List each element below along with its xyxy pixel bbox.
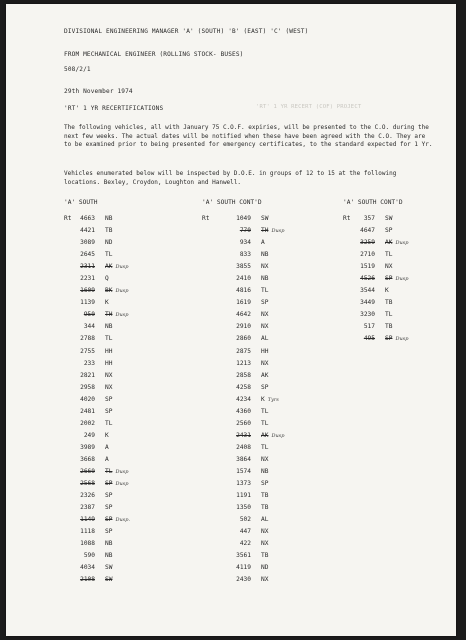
fleet-number: 2108 bbox=[80, 576, 95, 584]
fleet-number: 517 bbox=[363, 323, 375, 331]
handwritten-note: Dusp bbox=[115, 288, 129, 295]
vehicle-row bbox=[202, 492, 284, 504]
garage-code: AL bbox=[261, 516, 269, 524]
column-heading-south-contd: 'A' SOUTH CONT'D bbox=[202, 199, 262, 206]
garage-code: NB bbox=[261, 251, 269, 259]
garage-code: NB bbox=[105, 552, 113, 560]
garage-code: HH bbox=[105, 347, 113, 355]
vehicle-row bbox=[202, 516, 284, 528]
fleet-number: 1049 bbox=[236, 215, 251, 222]
garage-code: Q bbox=[105, 275, 109, 283]
vehicle-row bbox=[64, 227, 130, 239]
vehicle-row bbox=[343, 287, 408, 299]
distribution-header: DIVISIONAL ENGINEERING MANAGER 'A' (SOUTH) 'B' (EAST) 'C' (WEST) bbox=[64, 28, 309, 35]
subject-line: 'RT' 1 YR RECERTIFICATIONS bbox=[64, 105, 164, 112]
fleet-number: 4360 bbox=[236, 407, 251, 415]
garage-code: TL bbox=[105, 467, 113, 475]
garage-code: TB bbox=[385, 299, 393, 307]
garage-code: SP bbox=[385, 227, 393, 235]
vehicle-row bbox=[202, 287, 284, 299]
letter-date: 29th November 1974 bbox=[64, 88, 133, 95]
handwritten-note: Dusp bbox=[395, 276, 409, 283]
garage-code: SW bbox=[385, 215, 393, 222]
vehicle-row bbox=[343, 251, 408, 263]
garage-code: NX bbox=[261, 576, 269, 584]
vehicle-row bbox=[64, 384, 130, 396]
garage-code: SP bbox=[105, 516, 113, 524]
garage-code: A bbox=[105, 455, 109, 463]
vehicle-row bbox=[202, 480, 284, 492]
garage-code: TH bbox=[261, 227, 269, 235]
vehicle-row bbox=[202, 444, 284, 456]
vehicle-row bbox=[64, 564, 130, 576]
vehicle-row bbox=[343, 215, 408, 227]
garage-code: NX bbox=[261, 528, 269, 536]
vehicle-row bbox=[64, 444, 130, 456]
fleet-number: 2326 bbox=[80, 492, 95, 500]
garage-code: NX bbox=[385, 263, 393, 271]
handwritten-note: Tyrs bbox=[267, 396, 279, 403]
handwritten-note: Dusp bbox=[115, 481, 129, 488]
fleet-number: 1213 bbox=[236, 359, 251, 367]
fleet-number: 4816 bbox=[236, 287, 251, 295]
vehicle-row bbox=[202, 408, 284, 420]
fleet-number: 4647 bbox=[360, 227, 375, 235]
fleet-number: 502 bbox=[239, 516, 251, 524]
fleet-number: 4663 bbox=[80, 215, 95, 222]
garage-code: HH bbox=[105, 359, 113, 367]
garage-code: TH bbox=[105, 311, 113, 319]
vehicle-row bbox=[202, 576, 284, 588]
handwritten-note: Dusp bbox=[271, 432, 285, 439]
fleet-number: 3668 bbox=[80, 455, 95, 463]
garage-code: SW bbox=[105, 564, 113, 572]
vehicle-row bbox=[202, 468, 284, 480]
vehicle-row bbox=[64, 528, 130, 540]
vehicle-row bbox=[202, 348, 284, 360]
garage-code: K bbox=[261, 395, 265, 403]
vehicle-row bbox=[202, 456, 284, 468]
garage-code: SP bbox=[105, 504, 113, 512]
garage-code: BK bbox=[105, 287, 113, 295]
vehicle-row bbox=[64, 299, 130, 311]
vehicle-row bbox=[202, 528, 284, 540]
vehicle-row bbox=[202, 239, 284, 251]
vehicle-row bbox=[64, 372, 130, 384]
garage-code: NX bbox=[261, 323, 269, 331]
from-line: FROM MECHANICAL ENGINEER (ROLLING STOCK- BUSES) bbox=[64, 51, 244, 58]
fleet-number: 2755 bbox=[80, 347, 95, 355]
fleet-number: 2910 bbox=[236, 323, 251, 331]
vehicle-row bbox=[202, 432, 284, 444]
fleet-number: 2858 bbox=[236, 371, 251, 379]
vehicle-row bbox=[64, 251, 130, 263]
handwritten-note: Dusp. bbox=[115, 517, 131, 524]
handwritten-note: Dusp bbox=[115, 264, 129, 271]
fleet-number: 833 bbox=[239, 251, 251, 259]
garage-code: TL bbox=[105, 419, 113, 427]
garage-code: AL bbox=[261, 335, 269, 343]
vehicle-row bbox=[64, 552, 130, 564]
fleet-number: 2710 bbox=[360, 251, 375, 259]
garage-code: SP bbox=[385, 335, 393, 343]
vehicle-row bbox=[64, 275, 130, 287]
fleet-number: 4034 bbox=[80, 564, 95, 572]
fleet-number: 2387 bbox=[80, 504, 95, 512]
garage-code: TB bbox=[385, 323, 393, 331]
vehicle-row bbox=[64, 215, 130, 227]
vehicle-row bbox=[64, 420, 130, 432]
garage-code: TB bbox=[261, 504, 269, 512]
garage-code: TL bbox=[261, 443, 269, 451]
vehicle-row bbox=[202, 552, 284, 564]
vehicle-column-1 bbox=[64, 215, 130, 588]
fleet-number: 770 bbox=[239, 227, 251, 235]
fleet-number: 2645 bbox=[80, 251, 95, 259]
garage-code: ND bbox=[105, 239, 113, 247]
garage-code: SP bbox=[261, 383, 269, 391]
vehicle-row bbox=[64, 311, 130, 323]
garage-code: NX bbox=[261, 455, 269, 463]
garage-code: NB bbox=[105, 540, 113, 548]
fleet-number: 447 bbox=[239, 528, 251, 536]
garage-code: NB bbox=[261, 467, 269, 475]
fleet-number: 1191 bbox=[236, 492, 251, 500]
class-prefix: Rt bbox=[64, 215, 72, 222]
fleet-number: 950 bbox=[83, 311, 95, 319]
garage-code: NX bbox=[261, 540, 269, 548]
fleet-number: 2821 bbox=[80, 371, 95, 379]
garage-code: K bbox=[385, 287, 389, 295]
fleet-number: 934 bbox=[239, 239, 251, 247]
vehicle-row bbox=[64, 360, 130, 372]
fleet-number: 4642 bbox=[236, 311, 251, 319]
handwritten-note: Dusp bbox=[271, 228, 285, 235]
fleet-number: 1149 bbox=[80, 516, 95, 524]
vehicle-row bbox=[64, 396, 130, 408]
garage-code: TL bbox=[261, 287, 269, 295]
fleet-number: 3449 bbox=[360, 299, 375, 307]
fleet-number: 2431 bbox=[236, 431, 251, 439]
garage-code: SP bbox=[105, 480, 113, 488]
fleet-number: 2958 bbox=[80, 383, 95, 391]
fleet-number: 249 bbox=[83, 431, 95, 439]
garage-code: TB bbox=[261, 552, 269, 560]
garage-code: SP bbox=[105, 492, 113, 500]
fleet-number: 1088 bbox=[80, 540, 95, 548]
garage-code: SW bbox=[261, 215, 269, 222]
garage-code: AK bbox=[385, 239, 393, 247]
vehicle-row bbox=[64, 335, 130, 347]
garage-code: SW bbox=[105, 576, 113, 584]
vehicle-row bbox=[343, 263, 408, 275]
fleet-number: 1139 bbox=[80, 299, 95, 307]
class-prefix: Rt bbox=[202, 215, 210, 222]
vehicle-row bbox=[343, 227, 408, 239]
garage-code: NX bbox=[261, 311, 269, 319]
paragraph-locations: Vehicles enumerated below will be inspected by D.O.E. in groups of 12 to 15 at the following locations. Bexley, Croydon, Loughton and Hanwell. bbox=[64, 170, 397, 186]
fleet-number: 2408 bbox=[236, 443, 251, 451]
garage-code: NB bbox=[105, 215, 113, 222]
vehicle-row bbox=[202, 384, 284, 396]
fleet-number: 1118 bbox=[80, 528, 95, 536]
fleet-number: 4526 bbox=[360, 275, 375, 283]
document-page bbox=[6, 4, 456, 636]
fleet-number: 3544 bbox=[360, 287, 375, 295]
vehicle-row bbox=[64, 287, 130, 299]
reference-number: 508/2/1 bbox=[64, 66, 91, 73]
fleet-number: 2311 bbox=[80, 263, 95, 271]
fleet-number: 3089 bbox=[80, 239, 95, 247]
fleet-number: 2875 bbox=[236, 347, 251, 355]
vehicle-row bbox=[202, 251, 284, 263]
vehicle-row bbox=[64, 263, 130, 275]
garage-code: HH bbox=[261, 347, 269, 355]
garage-code: NB bbox=[261, 275, 269, 283]
fleet-number: 2568 bbox=[80, 480, 95, 488]
vehicle-row bbox=[343, 299, 408, 311]
garage-code: TB bbox=[261, 492, 269, 500]
handwritten-note: Dusp bbox=[395, 336, 409, 343]
vehicle-row bbox=[64, 468, 130, 480]
vehicle-row bbox=[202, 360, 284, 372]
fleet-number: 2660 bbox=[80, 467, 95, 475]
garage-code: TL bbox=[261, 407, 269, 415]
vehicle-row bbox=[202, 299, 284, 311]
fleet-number: 1574 bbox=[236, 467, 251, 475]
garage-code: SP bbox=[261, 299, 269, 307]
vehicle-row bbox=[202, 275, 284, 287]
fleet-number: 4258 bbox=[236, 383, 251, 391]
handwritten-note: Dusp bbox=[115, 312, 129, 319]
fleet-number: 344 bbox=[83, 323, 95, 331]
fleet-number: 2560 bbox=[236, 419, 251, 427]
vehicle-row bbox=[343, 311, 408, 323]
garage-code: NX bbox=[105, 383, 113, 391]
vehicle-row bbox=[343, 335, 408, 347]
paragraph-intro: The following vehicles, all with January 75 C.O.F. expiries, will be presented to the C.O. during the next few weeks. The actual dates will be notified when these have been agreed with the C.O. They are to be examined prior to being presented for emergency certificates, to the standard expected for 1 Yr. bbox=[64, 124, 433, 149]
fleet-number: 590 bbox=[83, 552, 95, 560]
vehicle-row bbox=[64, 432, 130, 444]
vehicle-row bbox=[64, 323, 130, 335]
vehicle-row bbox=[202, 227, 284, 239]
vehicle-row bbox=[64, 408, 130, 420]
fleet-number: 2860 bbox=[236, 335, 251, 343]
fleet-number: 2410 bbox=[236, 275, 251, 283]
fleet-number: 357 bbox=[363, 215, 375, 222]
fleet-number: 233 bbox=[83, 359, 95, 367]
garage-code: SP bbox=[105, 407, 113, 415]
vehicle-row bbox=[343, 239, 408, 251]
garage-code: SP bbox=[261, 480, 269, 488]
vehicle-row bbox=[202, 311, 284, 323]
vehicle-row bbox=[202, 396, 284, 408]
column-heading-south: 'A' SOUTH bbox=[64, 199, 98, 206]
garage-code: AK bbox=[261, 371, 269, 379]
garage-code: TB bbox=[105, 227, 113, 235]
fleet-number: 4119 bbox=[236, 564, 251, 572]
vehicle-row bbox=[64, 516, 130, 528]
vehicle-row bbox=[202, 420, 284, 432]
fleet-number: 3855 bbox=[236, 263, 251, 271]
fleet-number: 3989 bbox=[80, 443, 95, 451]
garage-code: TL bbox=[105, 251, 113, 259]
vehicle-row bbox=[64, 480, 130, 492]
bleed-through-text: 'RT' 1 YR RECERT (COF) PROJECT bbox=[256, 104, 362, 110]
vehicle-row bbox=[202, 564, 284, 576]
garage-code: TL bbox=[105, 335, 113, 343]
vehicle-row bbox=[64, 456, 130, 468]
fleet-number: 1350 bbox=[236, 504, 251, 512]
vehicle-row bbox=[64, 576, 130, 588]
fleet-number: 3864 bbox=[236, 455, 251, 463]
garage-code: ND bbox=[261, 564, 269, 572]
fleet-number: 3561 bbox=[236, 552, 251, 560]
fleet-number: 4421 bbox=[80, 227, 95, 235]
garage-code: AK bbox=[105, 263, 113, 271]
fleet-number: 2430 bbox=[236, 576, 251, 584]
garage-code: AK bbox=[261, 431, 269, 439]
garage-code: NX bbox=[105, 371, 113, 379]
vehicle-row bbox=[202, 335, 284, 347]
garage-code: TL bbox=[385, 311, 393, 319]
vehicle-row bbox=[202, 540, 284, 552]
vehicle-row bbox=[202, 323, 284, 335]
fleet-number: 4020 bbox=[80, 395, 95, 403]
fleet-number: 3259 bbox=[360, 239, 375, 247]
vehicle-row bbox=[64, 492, 130, 504]
garage-code: SP bbox=[105, 528, 113, 536]
vehicle-row bbox=[202, 215, 284, 227]
vehicle-column-2 bbox=[202, 215, 284, 588]
vehicle-row bbox=[343, 323, 408, 335]
handwritten-note: Dusp bbox=[395, 240, 409, 247]
fleet-number: 422 bbox=[239, 540, 251, 548]
fleet-number: 4234 bbox=[236, 395, 251, 403]
vehicle-row bbox=[64, 504, 130, 516]
garage-code: TL bbox=[385, 251, 393, 259]
fleet-number: 1373 bbox=[236, 480, 251, 488]
garage-code: A bbox=[105, 443, 109, 451]
class-prefix: Rt bbox=[343, 215, 351, 222]
fleet-number: 2481 bbox=[80, 407, 95, 415]
vehicle-column-3 bbox=[343, 215, 408, 348]
vehicle-row bbox=[202, 504, 284, 516]
fleet-number: 1609 bbox=[80, 287, 95, 295]
fleet-number: 1619 bbox=[236, 299, 251, 307]
garage-code: TL bbox=[261, 419, 269, 427]
garage-code: NX bbox=[261, 359, 269, 367]
vehicle-row bbox=[64, 348, 130, 360]
vehicle-row bbox=[202, 263, 284, 275]
vehicle-row bbox=[343, 275, 408, 287]
fleet-number: 3230 bbox=[360, 311, 375, 319]
garage-code: NX bbox=[261, 263, 269, 271]
handwritten-note: Dusp bbox=[115, 468, 129, 475]
garage-code: A bbox=[261, 239, 265, 247]
garage-code: K bbox=[105, 431, 109, 439]
garage-code: SP bbox=[385, 275, 393, 283]
fleet-number: 2231 bbox=[80, 275, 95, 283]
vehicle-row bbox=[202, 372, 284, 384]
column-heading-south-contd-2: 'A' SOUTH CONT'D bbox=[343, 199, 403, 206]
garage-code: K bbox=[105, 299, 109, 307]
fleet-number: 2002 bbox=[80, 419, 95, 427]
garage-code: SP bbox=[105, 395, 113, 403]
vehicle-row bbox=[64, 239, 130, 251]
fleet-number: 1519 bbox=[360, 263, 375, 271]
fleet-number: 2788 bbox=[80, 335, 95, 343]
vehicle-row bbox=[64, 540, 130, 552]
fleet-number: 495 bbox=[363, 335, 375, 343]
garage-code: NB bbox=[105, 323, 113, 331]
